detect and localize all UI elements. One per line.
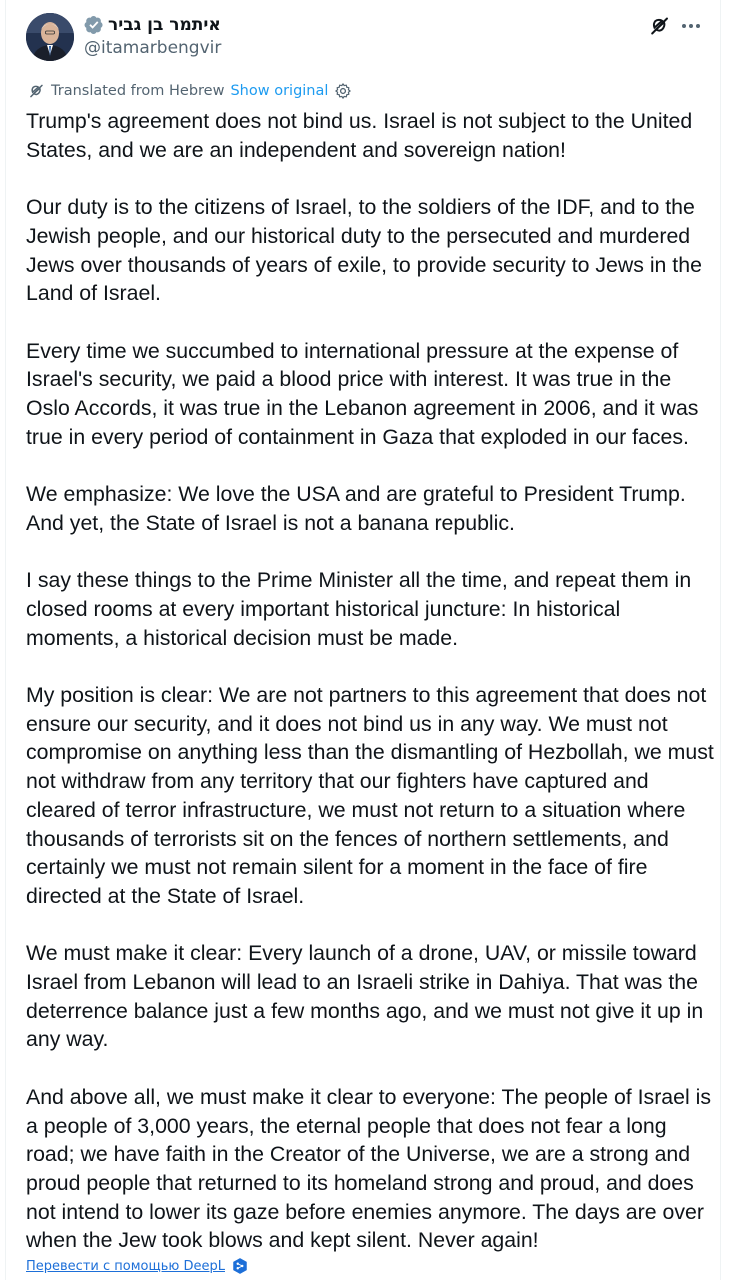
grok-translate-icon bbox=[27, 82, 45, 100]
translated-from-label: Translated from Hebrew bbox=[51, 83, 225, 99]
tweet-paragraph: My position is clear: We are not partners to this agreement that does not ensure our security, and it does not bind us in any way. We must not compromise on anything less than the dismantling of Hezbollah, we must not withdraw from any territory that our fighters have captured and cleared of terror infrastructure, we must not return to a situation where thousands of terrorists sit on the fences of northern settlements, and certainly we must not remain silent for a moment in the face of fire directed at the State of Israel. bbox=[26, 682, 714, 908]
verified-badge-icon bbox=[84, 15, 104, 35]
deepl-logo-icon bbox=[231, 1257, 249, 1275]
more-button[interactable] bbox=[679, 14, 703, 38]
user-handle[interactable]: @itamarbengvir bbox=[84, 38, 222, 58]
tweet-paragraph: We emphasize: We love the USA and are grateful to President Trump. And yet, the State of Israel is not a banana republic. bbox=[26, 482, 686, 535]
deepl-translate-link[interactable]: Перевести с помощью DeepL bbox=[26, 1258, 225, 1274]
display-name: איתמר בן גביר bbox=[108, 15, 221, 35]
avatar-photo bbox=[26, 13, 74, 61]
tweet-paragraph: And above all, we must make it clear to everyone: The people of Israel is a people of 3,000 years, the eternal people that does not fear a long road; we have faith in the Creator of the Universe, we are a strong and proud people that returned to its homeland strong and proud, and does not intend to lower its gaze before enemies anymore. The days are over when the Jew took blows and kept silent. Never again! bbox=[26, 1084, 712, 1253]
tweet-paragraph: Trump's agreement does not bind us. Israel is not subject to the United States, and we are an independent and sovereign nation! bbox=[26, 109, 693, 162]
grok-icon bbox=[647, 14, 671, 38]
display-name-row[interactable] bbox=[84, 13, 221, 37]
avatar[interactable] bbox=[26, 13, 74, 61]
grok-button[interactable] bbox=[647, 14, 671, 38]
tweet-text bbox=[26, 107, 716, 1284]
tweet-paragraph: Our duty is to the citizens of Israel, to the soldiers of the IDF, and to the Jewish people, and our historical duty to the persecuted and murdered Jews over thousands of years of exile, to provide security to Jews in the Land of Israel. bbox=[26, 195, 702, 306]
tweet-paragraph: I say these things to the Prime Minister all the time, and repeat them in closed rooms at every important historical juncture: In historical moments, a historical decision must be made. bbox=[26, 568, 692, 650]
tweet-paragraph: Every time we succumbed to international pressure at the expense of Israel's security, we paid a blood price with interest. It was true in the Oslo Accords, it was true in the Lebanon agreement in 2006, and it was true in every period of containment in Gaza that exploded in our faces. bbox=[26, 338, 699, 449]
deepl-translate-row bbox=[26, 1256, 249, 1276]
tweet-header bbox=[0, 0, 738, 70]
settings-gear-icon[interactable] bbox=[334, 82, 352, 100]
tweet-paragraph: We must make it clear: Every launch of a drone, UAV, or missile toward Israel from Lebanon will lead to an Israeli strike in Dahiya. That was the deterrence balance just a few months ago, and we must not give it up in any way. bbox=[26, 941, 704, 1052]
show-original-link[interactable]: Show original bbox=[230, 83, 329, 99]
translation-bar bbox=[27, 80, 352, 102]
more-icon bbox=[679, 14, 703, 38]
